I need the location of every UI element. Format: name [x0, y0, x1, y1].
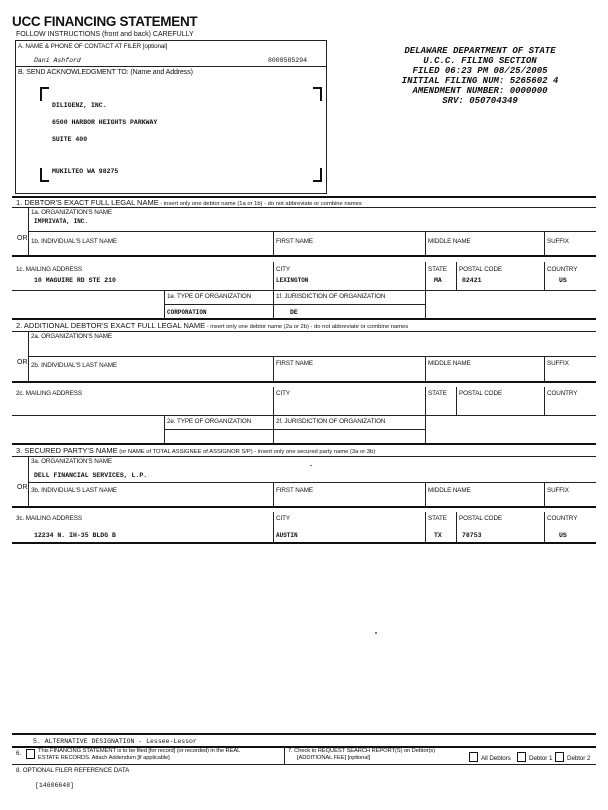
contact-label: A. NAME & PHONE OF CONTACT AT FILER [optional] — [18, 43, 168, 50]
s1-country-label: COUNTRY — [547, 266, 578, 273]
s3-city[interactable]: AUSTIN — [276, 532, 298, 539]
s3-state-label: STATE — [428, 515, 447, 522]
scan-speck — [310, 465, 312, 466]
item6-text-1: This FINANCING STATEMENT is to be filed [for record] (or recorded) in the REAL — [38, 748, 241, 754]
stamp-line-6: SRV: 050704349 — [442, 96, 518, 106]
stamp-line-4: INITIAL FILING NUM: 5265602 4 — [401, 76, 559, 86]
ack-line-4: MUKILTEO WA 98275 — [52, 168, 119, 175]
s1-type[interactable]: CORPORATION — [167, 309, 207, 316]
item6-num: 6. — [16, 750, 22, 757]
s1-suffix-label: SUFFIX — [547, 238, 569, 245]
s3-middle-label: MIDDLE NAME — [428, 487, 471, 494]
s2-state-label: STATE — [428, 390, 447, 397]
all-debtors-label: All Debtors — [481, 755, 511, 762]
s2-suffix-label: SUFFIX — [547, 360, 569, 367]
s3-suffix-label: SUFFIX — [547, 487, 569, 494]
stamp-line-1: DELAWARE DEPARTMENT OF STATE — [404, 46, 556, 56]
item8-value[interactable]: [14606648] — [35, 782, 75, 789]
debtor1-checkbox[interactable] — [517, 752, 526, 762]
bracket-bottom-left — [40, 168, 49, 182]
instructions-line: FOLLOW INSTRUCTIONS (front and back) CAREFULLY — [16, 31, 194, 38]
contact-phone[interactable]: 8008585294 — [268, 57, 308, 64]
s1-first-label: FIRST NAME — [276, 238, 314, 245]
s1-country[interactable]: US — [559, 277, 567, 284]
bracket-top-left — [40, 87, 49, 101]
s1-postal-label: POSTAL CODE — [459, 266, 502, 273]
stamp-line-5: AMENDMENT NUMBER: 0000000 — [412, 86, 548, 96]
s2-last-label: 2b. INDIVIDUAL'S LAST NAME — [31, 362, 117, 369]
s3-first-label: FIRST NAME — [276, 487, 314, 494]
s2-country-label: COUNTRY — [547, 390, 578, 397]
stamp-line-2: U.C.C. FILING SECTION — [423, 56, 537, 66]
s3-address[interactable]: 12234 N. IH-35 BLDG B — [34, 532, 116, 539]
s1-jur-label: 1f. JURISDICTION OF ORGANIZATION — [276, 293, 386, 300]
s3-city-label: CITY — [276, 515, 290, 522]
form-title: UCC FINANCING STATEMENT — [12, 14, 198, 29]
ack-line-2: 6500 HARBOR HEIGHTS PARKWAY — [52, 119, 158, 126]
s1-state[interactable]: MA — [434, 277, 442, 284]
s2-jur-label: 2f. JURISDICTION OF ORGANIZATION — [276, 418, 386, 425]
s3-last-label: 3b. INDIVIDUAL'S LAST NAME — [31, 487, 117, 494]
s3-or: OR — [17, 484, 28, 491]
s3-org-name[interactable]: DELL FINANCIAL SERVICES, L.P. — [34, 472, 148, 479]
s1-jurisdiction[interactable]: DE — [290, 309, 298, 316]
s3-postal-label: POSTAL CODE — [459, 515, 502, 522]
item5-alt-designation: 5. ALTERNATIVE DESIGNATION - Lessee-Lessor — [33, 738, 197, 745]
s1-org-label: 1a. ORGANIZATION'S NAME — [31, 209, 113, 216]
debtor1-label: Debtor 1 — [529, 755, 553, 762]
section2-title: 2. ADDITIONAL DEBTOR'S EXACT FULL LEGAL NAME - insert only one debtor name (2a or 2b) - do not abbreviate or combine names — [16, 321, 409, 330]
s3-country-label: COUNTRY — [547, 515, 578, 522]
item8-label: 8. OPTIONAL FILER REFERENCE DATA — [16, 767, 130, 774]
filing-stamp — [370, 46, 590, 106]
s2-org-label: 2a. ORGANIZATION'S NAME — [31, 333, 113, 340]
ack-line-1: DILIGENZ, INC. — [52, 102, 107, 109]
s3-mail-label: 3c. MAILING ADDRESS — [16, 515, 82, 522]
debtor2-label: Debtor 2 — [567, 755, 591, 762]
item7-text-1: 7. Check to REQUEST SEARCH REPORT(S) on Debtor(s) — [288, 748, 435, 754]
section1-title: 1. DEBTOR'S EXACT FULL LEGAL NAME - insert only one debtor name (1a or 1b) - do not abbreviate or combine names — [16, 198, 362, 207]
s2-type-label: 2e. TYPE OF ORGANIZATION — [167, 418, 252, 425]
item6-checkbox[interactable] — [26, 749, 35, 759]
ack-line-3: SUITE 400 — [52, 136, 88, 143]
s1-address[interactable]: 10 MAGUIRE RD STE 210 — [34, 277, 116, 284]
s3-state[interactable]: TX — [434, 532, 442, 539]
bracket-bottom-right — [313, 168, 322, 182]
s1-or: OR — [17, 235, 28, 242]
s2-first-label: FIRST NAME — [276, 360, 314, 367]
all-debtors-checkbox[interactable] — [469, 752, 478, 762]
s2-or: OR — [17, 359, 28, 366]
ack-label: B. SEND ACKNOWLEDGMENT TO: (Name and Address) — [18, 69, 193, 76]
bracket-top-right — [313, 87, 322, 101]
s2-mail-label: 2c. MAILING ADDRESS — [16, 390, 82, 397]
contact-name[interactable]: Dani Ashford — [34, 57, 81, 64]
s1-last-label: 1b. INDIVIDUAL'S LAST NAME — [31, 238, 117, 245]
s1-type-label: 1e. TYPE OF ORGANIZATION — [167, 293, 252, 300]
s3-postal[interactable]: 78753 — [462, 532, 482, 539]
s1-mail-label: 1c. MAILING ADDRESS — [16, 266, 82, 273]
s2-middle-label: MIDDLE NAME — [428, 360, 471, 367]
scan-speck — [375, 632, 377, 634]
debtor2-checkbox[interactable] — [555, 752, 564, 762]
section3-title: 3. SECURED PARTY'S NAME (or NAME of TOTAL ASSIGNEE of ASSIGNOR S/P) - insert only one secured party name (3a or 3b) — [16, 446, 376, 455]
item7-text-2: [ADDITIONAL FEE] [optional] — [297, 755, 371, 761]
s3-country[interactable]: US — [559, 532, 567, 539]
s1-postal[interactable]: 02421 — [462, 277, 482, 284]
s1-middle-label: MIDDLE NAME — [428, 238, 471, 245]
s1-org-name[interactable]: IMPRIVATA, INC. — [34, 218, 89, 225]
s3-org-label: 3a. ORGANIZATION'S NAME — [31, 458, 113, 465]
s1-city-label: CITY — [276, 266, 290, 273]
stamp-line-3: FILED 06:23 PM 08/25/2005 — [412, 66, 548, 76]
s1-city[interactable]: LEXINGTON — [276, 277, 309, 284]
s2-city-label: CITY — [276, 390, 290, 397]
s2-postal-label: POSTAL CODE — [459, 390, 502, 397]
s1-state-label: STATE — [428, 266, 447, 273]
item6-text-2: ESTATE RECORDS. Attach Addendum [if applicable] — [38, 755, 170, 761]
